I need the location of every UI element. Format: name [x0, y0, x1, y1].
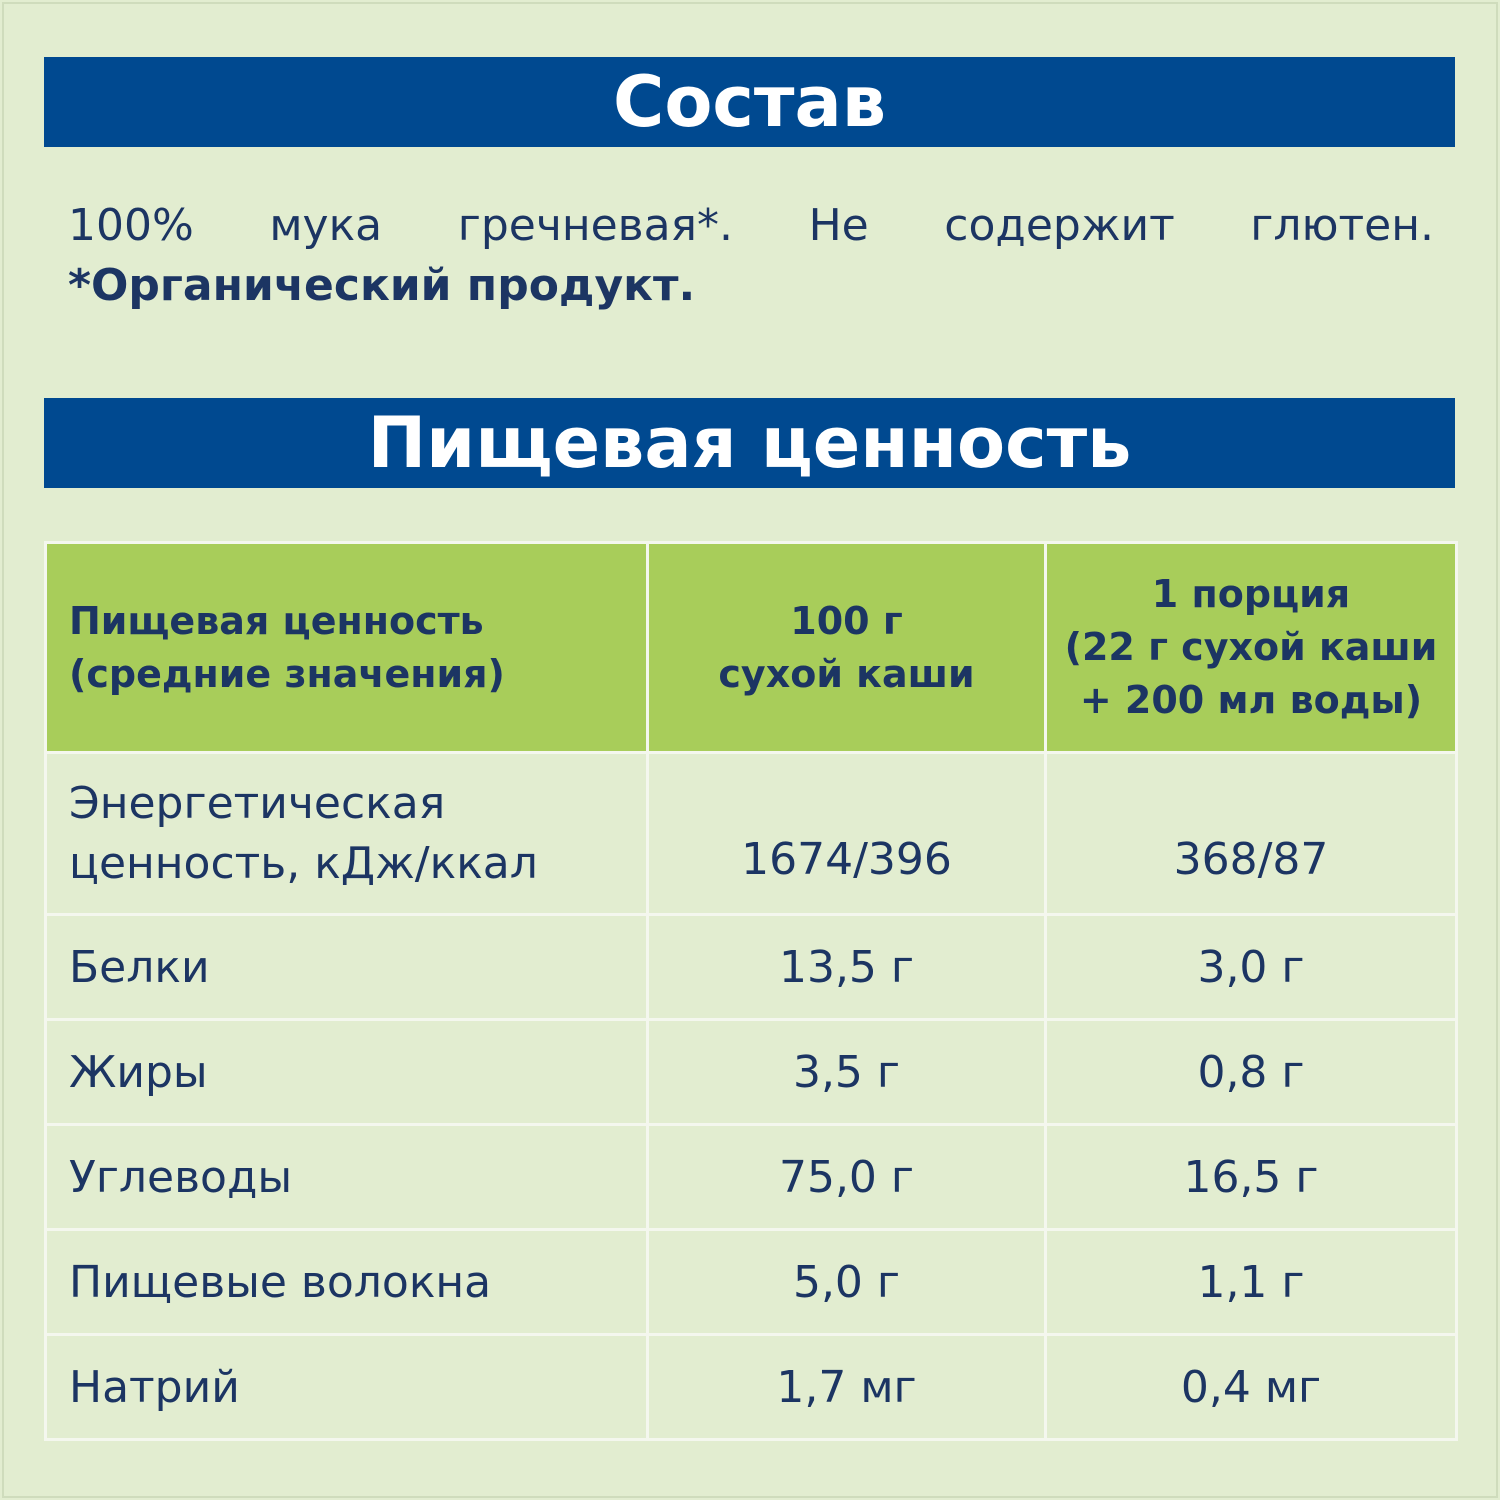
composition-word: Не	[808, 200, 869, 251]
composition-word: 100%	[68, 200, 194, 251]
table-row-energy	[46, 753, 1457, 915]
row-label-line: ценность, кДж/ккал	[69, 837, 538, 889]
table-row-carbs	[46, 1125, 1457, 1230]
header-line: (средние значения)	[69, 651, 505, 696]
composition-word: глютен.	[1250, 200, 1434, 251]
row-label: Пищевые волокна	[46, 1230, 648, 1335]
header-line: 1 порция	[1151, 572, 1351, 616]
composition-title: Состав	[612, 61, 887, 143]
value-per-100g: 13,5 г	[648, 915, 1046, 1020]
table-row-fat	[46, 1020, 1457, 1125]
organic-note: *Органический продукт.	[68, 260, 696, 311]
header-line: 100 г	[790, 598, 903, 643]
composition-word: гречневая*.	[457, 200, 734, 251]
value-per-serving: 0,4 мг	[1046, 1335, 1457, 1440]
row-label: Углеводы	[46, 1125, 648, 1230]
header-per-100g-column	[648, 543, 1046, 753]
value-per-100g: 1,7 мг	[648, 1335, 1046, 1440]
composition-title-banner	[44, 57, 1455, 147]
row-label	[46, 753, 648, 915]
nutrition-table-header-row	[46, 543, 1457, 753]
composition-word: содержит	[944, 200, 1175, 251]
row-label: Белки	[46, 915, 648, 1020]
header-nutrient-column	[46, 543, 648, 753]
nutrition-title: Пищевая ценность	[367, 402, 1132, 484]
value-per-100g: 3,5 г	[648, 1020, 1046, 1125]
composition-main-line	[68, 196, 1434, 256]
value-per-100g: 1674/396	[648, 753, 1046, 915]
nutrition-title-banner	[44, 398, 1455, 488]
table-row-fiber	[46, 1230, 1457, 1335]
value-per-serving: 3,0 г	[1046, 915, 1457, 1020]
value-per-100g: 5,0 г	[648, 1230, 1046, 1335]
value-per-serving: 0,8 г	[1046, 1020, 1457, 1125]
value-per-serving: 1,1 г	[1046, 1230, 1457, 1335]
header-line: (22 г сухой каши	[1064, 625, 1438, 669]
header-line: + 200 мл воды)	[1079, 678, 1423, 722]
header-per-serving-column	[1046, 543, 1457, 753]
composition-word: мука	[269, 200, 383, 251]
row-label: Натрий	[46, 1335, 648, 1440]
value-per-serving: 368/87	[1046, 753, 1457, 915]
row-label-line: Энергетическая	[69, 777, 446, 829]
header-line: сухой каши	[718, 651, 975, 696]
row-label: Жиры	[46, 1020, 648, 1125]
composition-text	[68, 196, 1434, 316]
header-line: Пищевая ценность	[69, 598, 484, 643]
table-row-sodium	[46, 1335, 1457, 1440]
value-per-serving: 16,5 г	[1046, 1125, 1457, 1230]
value-per-100g: 75,0 г	[648, 1125, 1046, 1230]
table-row-protein	[46, 915, 1457, 1020]
nutrition-table	[44, 541, 1458, 1441]
